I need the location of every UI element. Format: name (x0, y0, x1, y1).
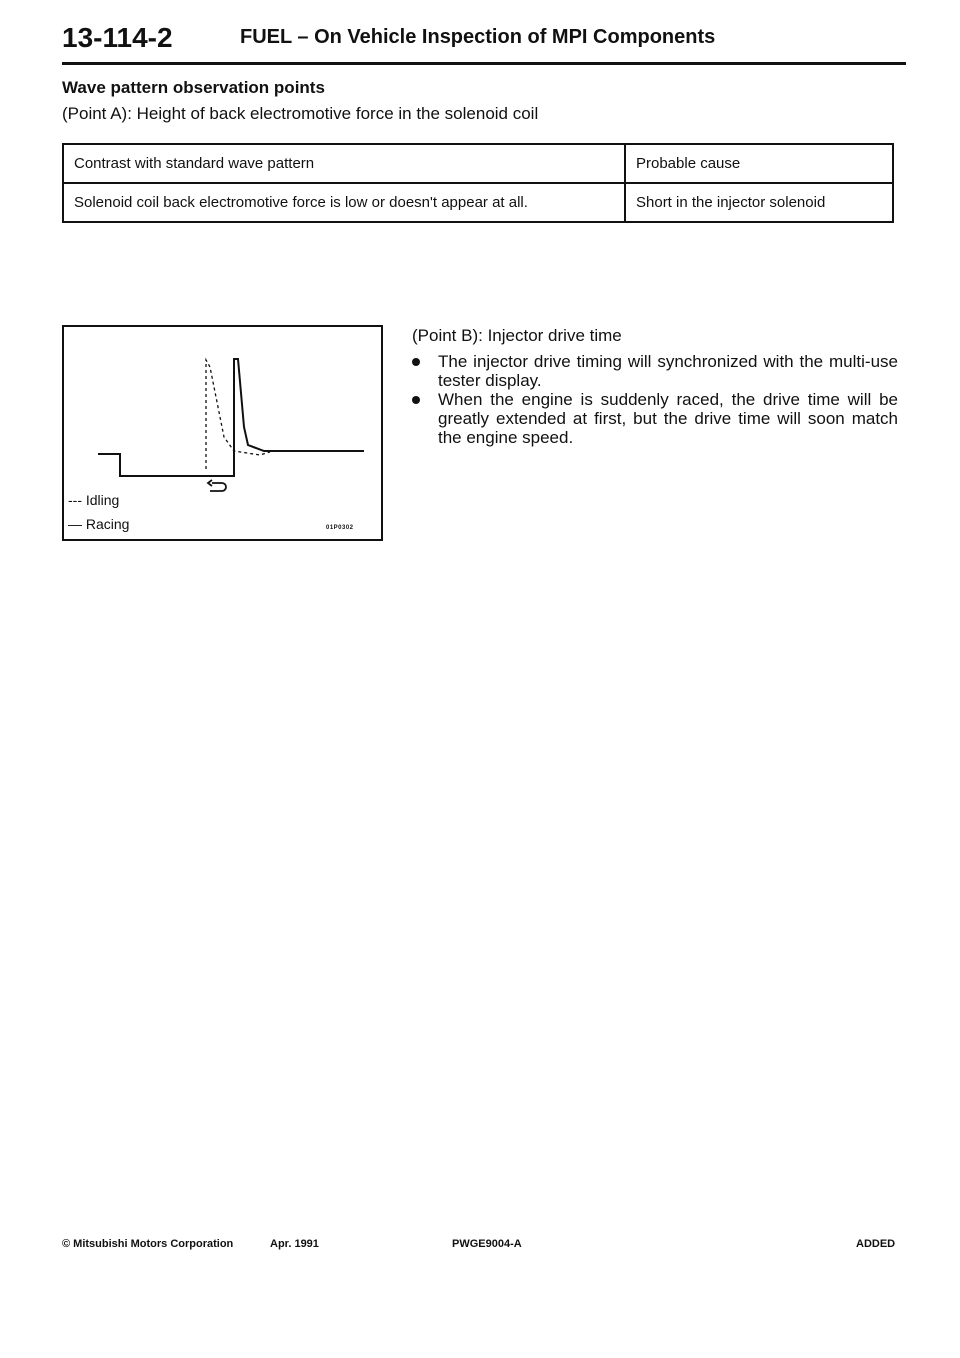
legend-racing: — Racing (68, 516, 130, 532)
table-header-cell: Contrast with standard wave pattern (63, 144, 625, 183)
section-heading: Wave pattern observation points (62, 78, 325, 97)
bullet-icon (412, 358, 420, 366)
bullet-icon (412, 396, 420, 404)
racing-waveform (98, 359, 364, 476)
table-cell: Solenoid coil back electromotive force is low or doesn't appear at all. (63, 183, 625, 222)
bullet-text: When the engine is suddenly raced, the drive time will be greatly extended at first, but the drive time will soon match the engine speed. (438, 390, 898, 447)
table-row (63, 183, 893, 222)
legend-idling: --- Idling (68, 492, 120, 508)
footer-copyright: © Mitsubishi Motors Corporation (62, 1238, 234, 1250)
footer-code: PWGE9004-A (452, 1238, 522, 1250)
bullet-item (412, 352, 898, 390)
direction-arrow-icon (210, 483, 226, 491)
bullet-item (412, 390, 898, 447)
table-header-row (63, 144, 893, 183)
bullet-text: The injector drive timing will synchronized with the multi-use tester display. (438, 352, 898, 390)
waveform-figure (62, 325, 383, 541)
page-number: 13-114-2 (62, 22, 173, 53)
figure-code: 01P0302 (326, 525, 354, 531)
table-cell: Short in the injector solenoid (625, 183, 893, 222)
table-header-cell: Probable cause (625, 144, 893, 183)
idling-waveform (206, 360, 270, 469)
point-a-description: (Point A): Height of back electromotive force in the solenoid coil (62, 104, 539, 123)
point-b-heading: (Point B): Injector drive time (412, 326, 622, 345)
cause-table (62, 143, 894, 223)
header-rule (62, 62, 906, 65)
footer-status: ADDED (856, 1238, 896, 1250)
footer-date: Apr. 1991 (270, 1238, 319, 1250)
page-title: FUEL – On Vehicle Inspection of MPI Components (240, 26, 716, 48)
